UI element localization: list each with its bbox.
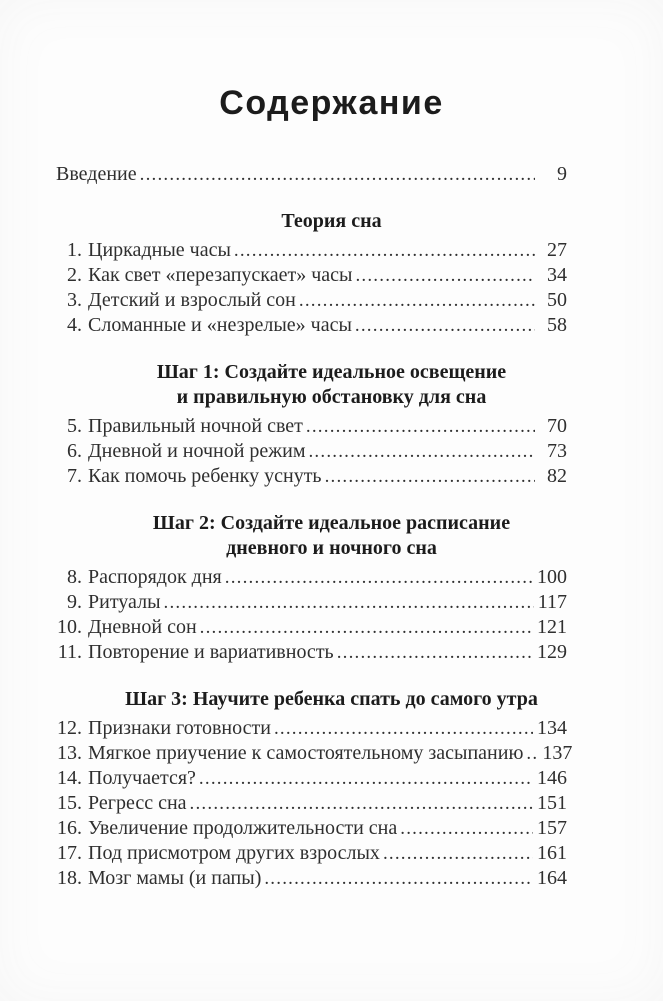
toc-entry-page: 100 xyxy=(537,566,567,588)
toc-entry-page: 146 xyxy=(537,767,567,789)
section-heading-line: и правильную обстановку для сна xyxy=(176,386,487,408)
section-heading xyxy=(0,209,663,234)
toc-entry-label: Под присмотром других взрослых xyxy=(88,842,380,864)
toc-entry-number: 3. xyxy=(67,289,82,311)
dot-leader xyxy=(225,565,533,590)
dot-leader xyxy=(299,288,535,313)
dot-leader xyxy=(325,464,535,489)
toc-entry-page: 34 xyxy=(547,264,567,286)
toc-entry-page: 58 xyxy=(547,314,567,336)
toc-entry-number: 8. xyxy=(67,566,82,588)
section-entries xyxy=(56,414,567,489)
toc-entry-page: 50 xyxy=(547,289,567,311)
toc-entry xyxy=(56,439,567,464)
toc-entry-label: Распорядок дня xyxy=(88,566,222,588)
toc-entry xyxy=(56,791,567,816)
dot-leader xyxy=(355,313,535,338)
toc-entry-number: 17. xyxy=(57,842,82,864)
toc-entry-label: Получается? xyxy=(88,767,196,789)
toc-entry xyxy=(56,565,567,590)
toc-entry-number: 15. xyxy=(57,792,82,814)
section-heading-line: Шаг 1: Создайте идеальное освещение xyxy=(156,361,507,383)
dot-leader xyxy=(264,866,533,891)
toc-entry-number: 5. xyxy=(67,415,82,437)
toc-entry xyxy=(56,590,567,615)
toc-entry-number: 1. xyxy=(67,239,82,261)
toc-entry xyxy=(56,263,567,288)
toc-entry xyxy=(56,866,567,891)
dot-leader xyxy=(200,615,533,640)
section-heading-line: дневного и ночного сна xyxy=(226,537,437,559)
toc-entry-label: Сломанные и «незрелые» часы xyxy=(88,314,352,336)
toc-entry-page: 151 xyxy=(537,792,567,814)
toc-entry-label: Дневной и ночной режим xyxy=(88,440,306,462)
toc-entry xyxy=(56,741,573,766)
toc-entry xyxy=(56,841,567,866)
toc-entry-label: Признаки готовности xyxy=(88,717,271,739)
toc-entry-label: Как помочь ребенку уснуть xyxy=(88,465,322,487)
toc-entry-label: Мягкое приучение к самостоятельному засыпанию xyxy=(88,742,524,764)
toc-entry-label: Правильный ночной свет xyxy=(88,415,303,437)
toc-entry-page: 161 xyxy=(537,842,567,864)
toc-body xyxy=(0,162,663,891)
toc-entry-page: 82 xyxy=(547,465,567,487)
dot-leader xyxy=(355,263,535,288)
toc-entry xyxy=(56,288,567,313)
toc-entry xyxy=(56,414,567,439)
toc-entry xyxy=(56,766,567,791)
toc-entry-number: 16. xyxy=(57,817,82,839)
toc-section xyxy=(0,687,663,891)
section-heading-line: Шаг 3: Научите ребенка спать до самого утра xyxy=(125,688,538,710)
toc-entry-page: 9 xyxy=(557,163,567,185)
section-heading xyxy=(0,511,663,561)
toc-entry-number: 14. xyxy=(57,767,82,789)
dot-leader xyxy=(383,841,533,866)
dot-leader xyxy=(526,741,538,766)
dot-leader xyxy=(199,766,533,791)
section-entries xyxy=(56,565,567,665)
intro-block xyxy=(56,162,567,187)
page-title: Содержание xyxy=(219,84,444,122)
section-heading-line: Шаг 2: Создайте идеальное расписание xyxy=(152,512,511,534)
toc-entry-label: Мозг мамы (и папы) xyxy=(88,867,262,889)
toc-entry-page: 129 xyxy=(537,641,567,663)
dot-leader xyxy=(337,640,533,665)
toc-entry-number: 7. xyxy=(67,465,82,487)
dot-leader xyxy=(140,162,535,187)
toc-entry-label: Как свет «перезапускает» часы xyxy=(88,264,353,286)
toc-entry-label: Циркадные часы xyxy=(88,239,231,261)
toc-entry-label: Детский и взрослый сон xyxy=(88,289,296,311)
toc-section xyxy=(0,209,663,338)
toc-entry-number: 12. xyxy=(57,717,82,739)
toc-entry xyxy=(56,313,567,338)
dot-leader xyxy=(274,716,533,741)
toc-entry-label: Ритуалы xyxy=(88,591,161,613)
toc-entry xyxy=(56,162,567,187)
toc-section xyxy=(0,360,663,489)
toc-entry-number: 6. xyxy=(67,440,82,462)
toc-entry xyxy=(56,716,567,741)
toc-entry-label: Регресс сна xyxy=(88,792,187,814)
toc-entry-page: 137 xyxy=(542,742,573,764)
toc-entry xyxy=(56,640,567,665)
dot-leader xyxy=(308,439,535,464)
toc-entry-label: Дневной сон xyxy=(88,616,197,638)
dot-leader xyxy=(234,238,535,263)
toc-entry-label: Увеличение продолжительности сна xyxy=(88,817,398,839)
section-heading xyxy=(0,360,663,410)
section-entries xyxy=(56,716,573,891)
toc-entry-number: 10. xyxy=(57,616,82,638)
toc-entry xyxy=(56,816,567,841)
toc-entry-number: 4. xyxy=(67,314,82,336)
toc-entry-page: 157 xyxy=(537,817,567,839)
toc-entry-number: 18. xyxy=(57,867,82,889)
toc-entry-label: Повторение и вариативность xyxy=(88,641,334,663)
toc-entry xyxy=(56,464,567,489)
section-entries xyxy=(56,238,567,338)
toc-entry xyxy=(56,238,567,263)
toc-entry-number: 2. xyxy=(67,264,82,286)
toc-entry-page: 27 xyxy=(547,239,567,261)
toc-entry xyxy=(56,615,567,640)
toc-entry-number: 11. xyxy=(57,641,82,663)
toc-entry-page: 164 xyxy=(537,867,567,889)
toc-section xyxy=(0,511,663,665)
dot-leader xyxy=(190,791,533,816)
toc-entry-page: 70 xyxy=(547,415,567,437)
section-heading xyxy=(0,687,663,712)
toc-entry-page: 117 xyxy=(537,591,567,613)
dot-leader xyxy=(306,414,535,439)
toc-entry-label: Введение xyxy=(56,163,137,185)
dot-leader xyxy=(400,816,533,841)
section-heading-line: Теория сна xyxy=(281,210,382,232)
dot-leader xyxy=(164,590,534,615)
toc-sections xyxy=(0,209,663,891)
toc-entry-page: 134 xyxy=(537,717,567,739)
toc-entry-page: 121 xyxy=(537,616,567,638)
toc-entry-page: 73 xyxy=(547,440,567,462)
toc-entry-number: 9. xyxy=(67,591,82,613)
toc-entry-number: 13. xyxy=(57,742,82,764)
